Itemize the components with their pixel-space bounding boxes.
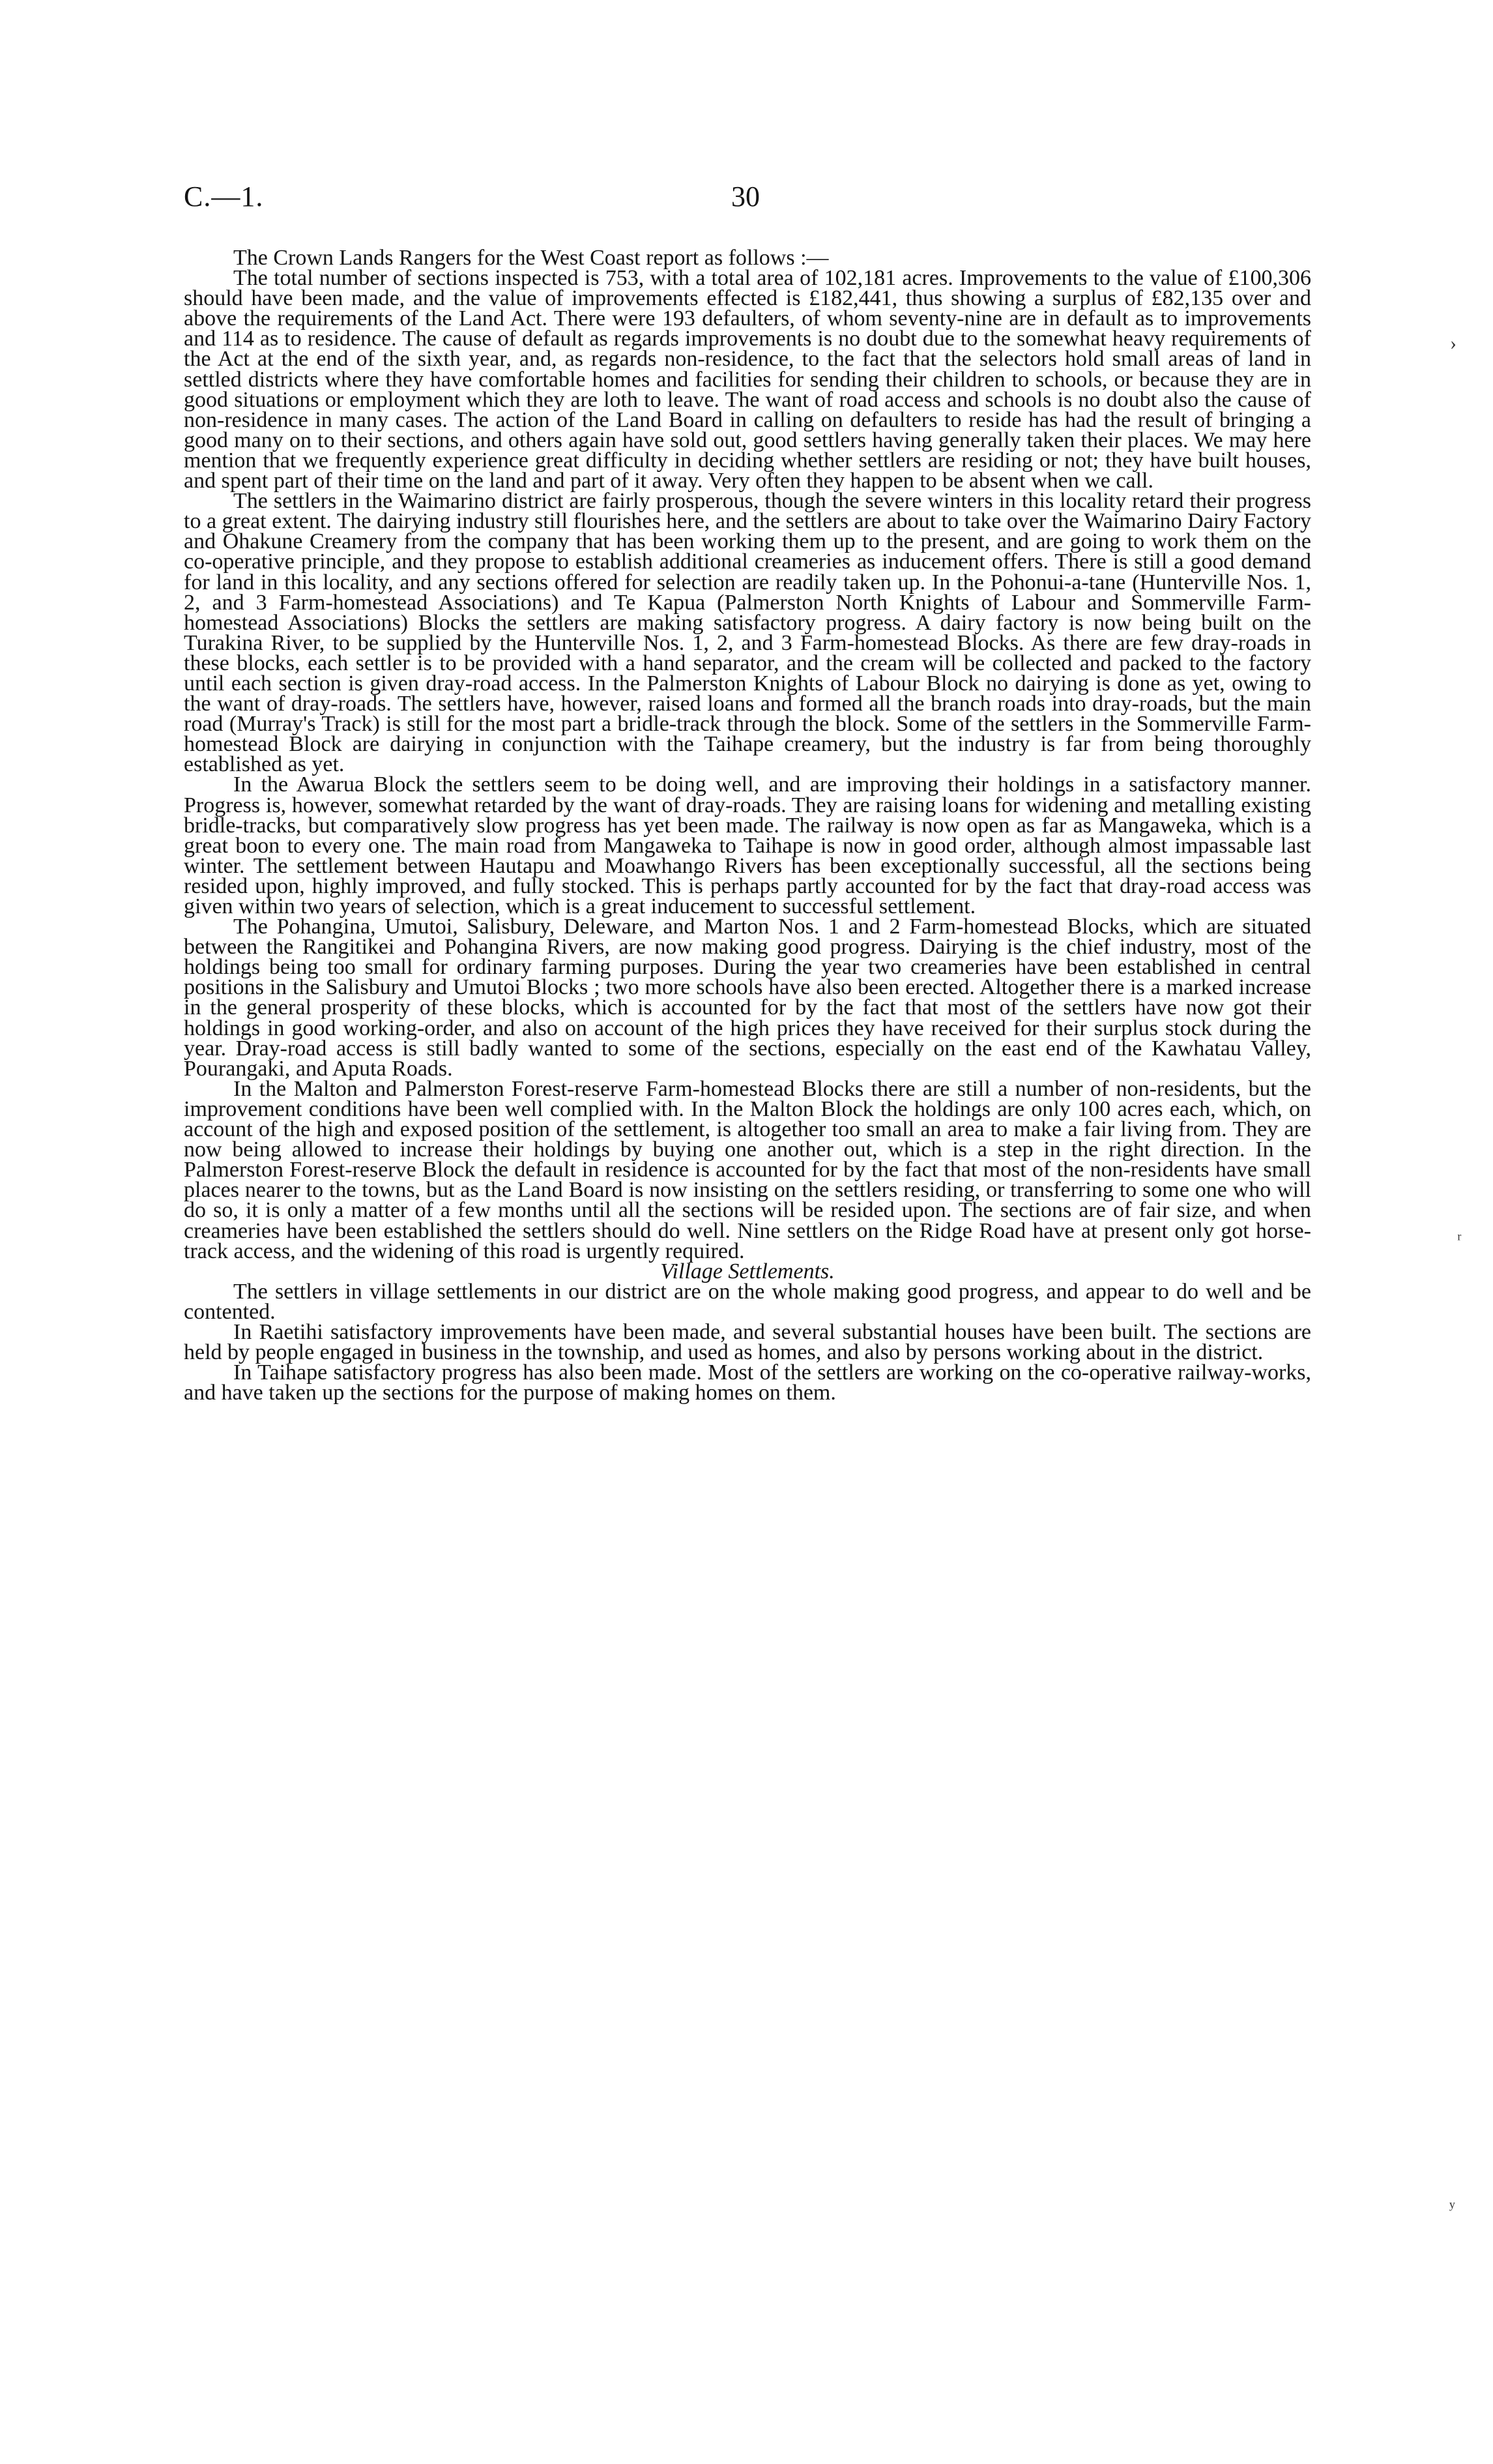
paragraph-taihape: In Taihape satisfactory progress has also been made. Most of the settlers are working on the co-operative railway-works, and have taken up the sections for the purpose of making homes on them.: [184, 1360, 1311, 1405]
section-heading-village-settlements: Village Settlements.: [660, 1259, 835, 1283]
page-number: 30: [731, 181, 760, 213]
margin-mark: ›: [1450, 332, 1457, 354]
paragraph-raetihi: In Raetihi satisfactory improvements have been made, and several substantial houses have been built. The sections are held by people engaged in business in the township, and used as homes, and also by persons working about in the district.: [184, 1319, 1311, 1365]
paragraph-sections-inspected: The total number of sections inspected is 753, with a total area of 102,181 acres. Improvements to the value of £100,306 should have been made, and the value of improvements effected is £182,441, thus showing a surplus of £82,135 over and above the requirements of the Land Act. There were 193 defaulters, of whom seventy-nine are in default as to improvements and 114 as to residence. The cause of default as regards improvements is no doubt due to the somewhat heavy requirements of the Act at the end of the sixth year, and, as regards non-residence, to the fact that the selectors hold small areas of land in settled districts where they have comfortable homes and facilities for sending their children to schools, or because they are in good situations or employment which they are loth to leave. The want of road access and schools is no doubt also the cause of non-residence in many cases. The action of the Land Board in calling on defaulters to reside has had the result of bringing a good many on to their sections, and others again have sold out, good settlers having generally taken their places. We may here mention that we frequently experience great difficulty in deciding whether settlers are residing or not; they have built houses, and spent part of their time on the land and part of it away. Very often they happen to be absent when we call.: [184, 266, 1311, 493]
document-reference: C.—1.: [184, 181, 264, 213]
margin-mark: ʸ: [1449, 2197, 1455, 2218]
paragraph-pohangina: The Pohangina, Umutoi, Salisbury, Deleware, and Marton Nos. 1 and 2 Farm-homestead Blocks, which are situated between the Rangitikei and Pohangina Rivers, are now making good progress. Dairying is the chief industry, most of the holdings being too small for ordinary farming purposes. During the year two creameries have been established in central positions in the Salisbury and Umutoi Blocks ; two more schools have also been erected. Altogether there is a marked increase in the general prosperity of these blocks, which is accounted for by the fact that most of the settlers have now got their holdings in good working-order, and also on account of the high prices they have received for their surplus stock during the year. Dray-road access is still badly wanted to some of the sections, especially on the east end of the Kawhatau Valley, Pourangaki, and Aputa Roads.: [184, 915, 1311, 1081]
paragraph-malton: In the Malton and Palmerston Forest-reserve Farm-homestead Blocks there are still a number of non-residents, but the improvement conditions have been well complied with. In the Malton Block the holdings are only 100 acres each, which, on account of the high and exposed position of the settlement, is altogether too small an area to make a fair living from. They are now being allowed to increase their holdings by buying one another out, which is a step in the right direction. In the Palmerston Forest-reserve Block the default in residence is accounted for by the fact that most of the non-residents have small places nearer to the towns, but as the Land Board is now insisting on the settlers residing, or transferring to some one who will do so, it is only a matter of a few months until all the sections will be resided upon. The sections are of fair size, and when creameries have been established the settlers should do well. Nine settlers on the Ridge Road have at present only got horse-track access, and the widening of this road is urgently required.: [184, 1076, 1311, 1263]
paragraph-waimarino: The settlers in the Waimarino district are fairly prosperous, though the severe winters in this locality retard their progress to a great extent. The dairying industry still flourishes here, and the settlers are about to take over the Waimarino Dairy Factory and Ohakune Creamery from the company that has been working them up to the present, and are going to work them on the co-operative principle, and they propose to establish additional creameries as inducement offers. There is still a good demand for land in this locality, and any sections offered for selection are readily taken up. In the Pohonui-a-tane (Hunterville Nos. 1, 2, and 3 Farm-homestead Associations) and Te Kapua (Palmerston North Knights of Labour and Sommerville Farm-homestead Associations) Blocks the settlers are making satisfactory progress. A dairy factory is now being built on the Turakina River, to be supplied by the Hunterville Nos. 1, 2, and 3 Farm-homestead Blocks. As there are few dray-roads in these blocks, each settler is to be provided with a hand separator, and the cream will be collected and packed to the factory until each section is given dray-road access. In the Palmerston Knights of Labour Block no dairying is done as yet, owing to the want of dray-roads. The settlers have, however, raised loans and formed all the branch roads into dray-roads, but the main road (Murray's Track) is still for the most part a bridle-track through the block. Some of the settlers in the Sommerville Farm-homestead Block are dairying in conjunction with the Taihape creamery, but the industry is far from being thoroughly established as yet.: [184, 489, 1311, 777]
report-body: [184, 248, 1311, 1403]
margin-mark: ʳ: [1457, 1229, 1462, 1250]
paragraph-awarua: In the Awarua Block the settlers seem to be doing well, and are improving their holdings in a satisfactory manner. Progress is, however, somewhat retarded by the want of dray-roads. They are raising loans for widening and metalling existing bridle-tracks, but comparatively slow progress has yet been made. The railway is now open as far as Mangaweka, which is a great boon to every one. The main road from Mangaweka to Taihape is now in good order, although almost impassable last winter. The settlement between Hautapu and Moawhango Rivers has been exceptionally successful, all the sections being resided upon, highly improved, and fully stocked. This is perhaps partly accounted for by the fact that dray-road access was given within two years of selection, which is a great inducement to successful settlement.: [184, 772, 1311, 918]
paragraph-village-general: The settlers in village settlements in our district are on the whole making good progress, and appear to do well and be contented.: [184, 1279, 1311, 1324]
intro-paragraph: The Crown Lands Rangers for the West Coast report as follows :—: [233, 246, 829, 270]
